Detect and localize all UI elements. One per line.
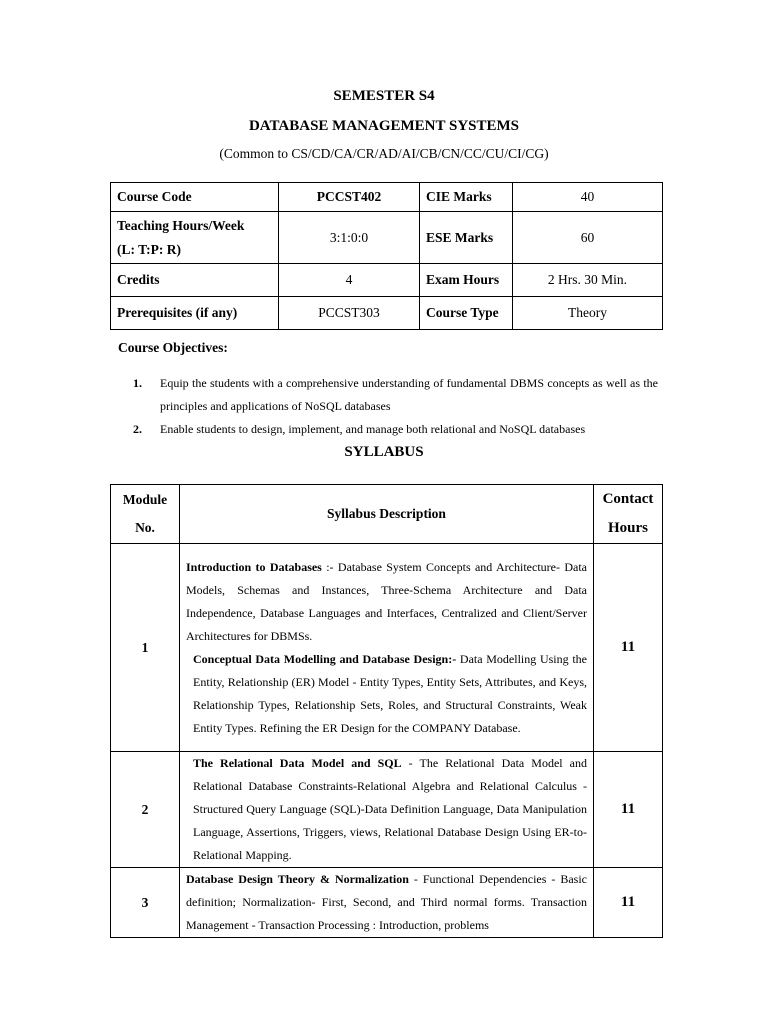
contact-hours: 11 <box>594 868 663 938</box>
module-header-line2: No. <box>135 520 155 535</box>
semester-title: SEMESTER S4 <box>333 88 435 104</box>
topic-heading: Database Design Theory & Normalization <box>186 872 409 886</box>
objective-text: Enable students to design, implement, and manage both relational and NoSQL databases <box>160 422 586 436</box>
exam-hours-label: Exam Hours <box>420 264 513 297</box>
module-paragraph <box>186 868 587 937</box>
teaching-hours-label <box>111 212 279 264</box>
prerequisites-value: PCCST303 <box>279 297 420 330</box>
module-number: 2 <box>111 752 180 868</box>
topic-heading: The Relational Data Model and SQL <box>193 756 402 770</box>
prerequisites-label: Prerequisites (if any) <box>111 297 279 330</box>
course-objectives-list <box>118 372 658 441</box>
objective-number: 2. <box>133 422 142 436</box>
objective-number: 1. <box>133 376 142 390</box>
syllabus-table <box>110 484 663 938</box>
contact-hours: 11 <box>594 544 663 752</box>
module-description <box>180 544 594 752</box>
objective-item <box>118 418 658 441</box>
syllabus-heading: SYLLABUS <box>344 444 424 460</box>
common-to-note: (Common to CS/CD/CA/CR/AD/AI/CB/CN/CC/CU/CI/CG) <box>219 146 549 161</box>
module-number: 1 <box>111 544 180 752</box>
objective-item <box>118 372 658 418</box>
topic-text: Data Modelling Using the Entity, Relationship (ER) Model - Entity Types, Entity Sets, Attributes, and Keys, Relationship Types, Relationship Sets, Roles, and Structural Constraints, Weak Entity Types. Refining the ER Design for the COMPANY Database. <box>193 651 587 735</box>
exam-hours-value: 2 Hrs. 30 Min. <box>513 264 663 297</box>
course-type-value: Theory <box>513 297 663 330</box>
credits-label: Credits <box>111 264 279 297</box>
cie-marks-label: CIE Marks <box>420 183 513 212</box>
teaching-hours-label-line2: (L: T:P: R) <box>117 241 181 257</box>
course-type-label: Course Type <box>420 297 513 330</box>
topic-text: :- Database System Concepts and Architecture- Data Models, Schemas and Instances, Three-Schema Architecture and Data Independence, Database Languages and Interfaces, Centralized and Client/Server Architectures for DBMSs. <box>186 559 587 643</box>
topic-heading: Conceptual Data Modelling and Database Design:- <box>193 651 457 666</box>
course-objectives-heading: Course Objectives: <box>118 340 228 355</box>
hours-header-line2: Hours <box>607 520 648 536</box>
ese-marks-value: 60 <box>513 212 663 264</box>
module-description <box>180 868 594 938</box>
course-title: DATABASE MANAGEMENT SYSTEMS <box>248 118 520 134</box>
syllabus-description-header: Syllabus Description <box>180 485 594 544</box>
course-code-value: PCCST402 <box>279 183 420 212</box>
module-paragraph <box>186 752 587 867</box>
teaching-hours-label-line1: Teaching Hours/Week <box>117 217 245 233</box>
topic-text: - The Relational Data Model and Relational Database Constraints-Relational Algebra and Relational Calculus - Structured Query Language (SQL)-Data Definition Language, Data Manipulation Language, Assertions, Triggers, views, Relational Database Design Using ER-to-Relational Mapping. <box>193 756 588 862</box>
contact-hours-header <box>594 485 663 544</box>
module-number: 3 <box>111 868 180 938</box>
contact-hours: 11 <box>594 752 663 868</box>
course-info-table <box>110 182 663 330</box>
module-header-line1: Module <box>122 492 168 507</box>
credits-value: 4 <box>279 264 420 297</box>
objective-text: Equip the students with a comprehensive understanding of fundamental DBMS concepts as well as the principles and applications of NoSQL databases <box>160 376 658 413</box>
module-paragraph <box>186 648 587 740</box>
module-paragraph <box>186 556 587 648</box>
hours-header-line1: Contact <box>602 491 654 507</box>
cie-marks-value: 40 <box>513 183 663 212</box>
ese-marks-label: ESE Marks <box>420 212 513 264</box>
module-description <box>180 752 594 868</box>
module-no-header <box>111 485 180 544</box>
course-code-label: Course Code <box>111 183 279 212</box>
topic-heading: Introduction to Databases <box>186 559 322 574</box>
teaching-hours-value: 3:1:0:0 <box>279 212 420 264</box>
topic-text: - Functional Dependencies - Basic definition; Normalization- First, Second, and Third normal forms. Transaction Management - Transaction Processing : Introduction, problems <box>186 872 588 932</box>
